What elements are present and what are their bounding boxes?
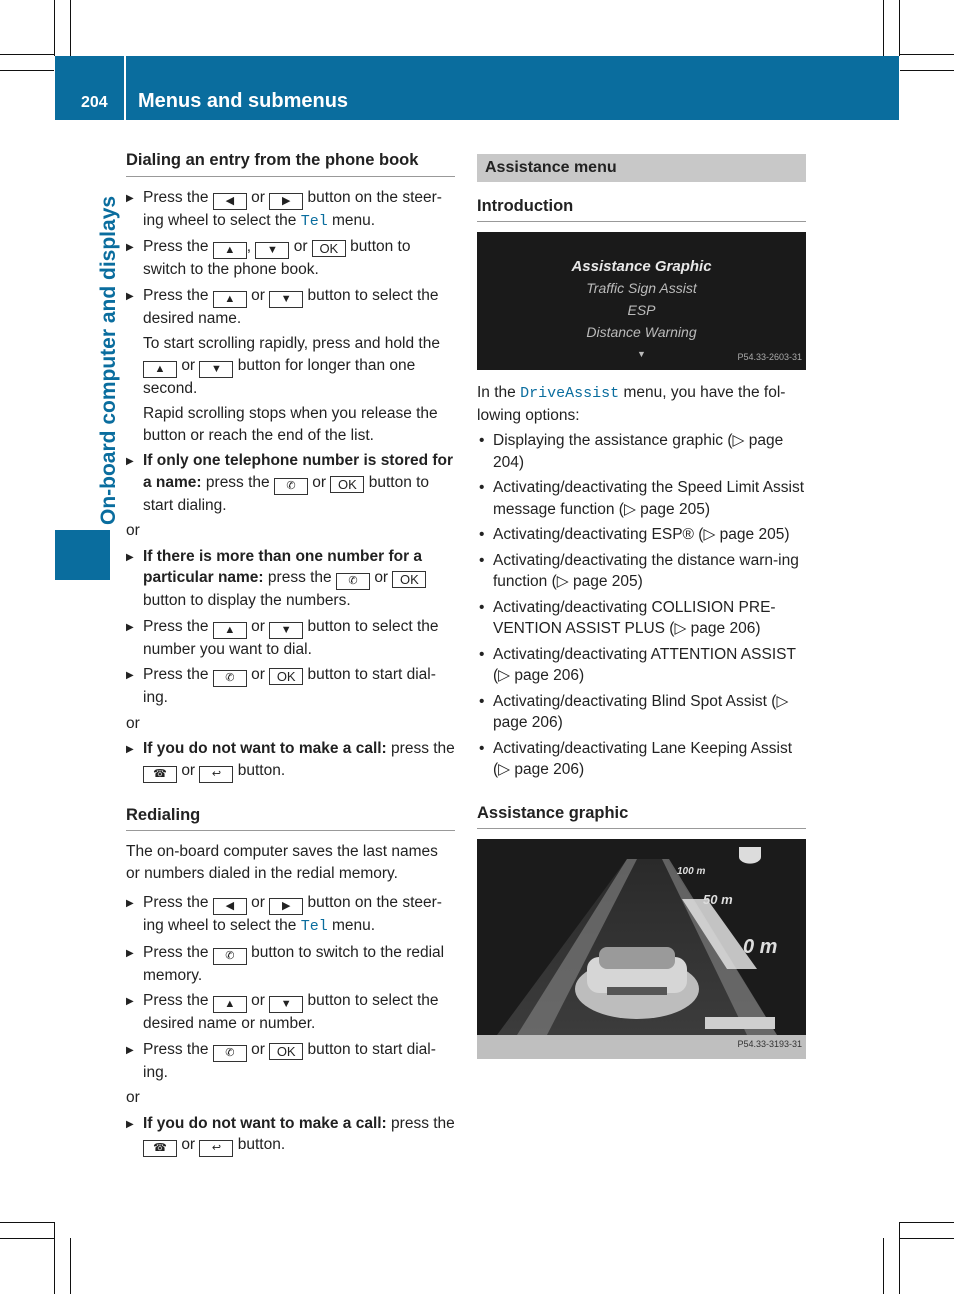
chapter-title: On-board computer and displays	[97, 195, 120, 525]
image-reference: P54.33-3193-31	[737, 1038, 802, 1049]
list-item: • Activating/deactivating ATTENTION ASSIST (▷ page 206)	[477, 644, 806, 687]
crop-mark	[0, 70, 54, 71]
header-divider	[124, 56, 126, 120]
crop-mark	[70, 0, 71, 56]
assistance-menu-screen-image	[477, 232, 806, 370]
left-arrow-key-icon: ◀	[213, 898, 247, 915]
crop-mark	[54, 0, 55, 56]
crop-mark	[899, 0, 900, 56]
phone-key-icon: ✆	[213, 1045, 247, 1062]
right-arrow-key-icon: ▶	[269, 898, 303, 915]
distance-label: 0 m	[743, 936, 778, 958]
list-item: • Activating/deactivating Lane Keeping Assist (▷ page 206)	[477, 738, 806, 781]
step: ▶ Press the ▲ , ▼ or OK button to switch to the phone book.	[126, 236, 455, 281]
ok-key-icon: OK	[269, 668, 303, 685]
image-reference: P54.33-2603-31	[737, 351, 802, 362]
step: ▶ Press the ▲ or ▼ button to select the desired name or number.	[126, 990, 455, 1035]
tel-menu-term: Tel	[300, 918, 328, 935]
back-key-icon: ↩	[199, 1140, 233, 1157]
step: ▶ Press the ✆ or OK button to start dial-ing.	[126, 664, 455, 709]
down-arrow-key-icon: ▼	[269, 996, 303, 1013]
or-separator: or	[126, 1089, 140, 1106]
list-item: • Activating/deactivating the distance warn-ing function (▷ page 205)	[477, 550, 806, 593]
up-arrow-key-icon: ▲	[143, 361, 177, 378]
down-arrow-key-icon: ▼	[199, 361, 233, 378]
tel-menu-term: Tel	[300, 212, 328, 230]
crop-mark	[70, 1238, 71, 1294]
hangup-key-icon: ☎	[143, 766, 177, 783]
step: ▶ Press the ◀ or ▶ button on the steer-ing wheel to select the Tel menu.	[126, 187, 455, 233]
crop-mark	[900, 1238, 954, 1239]
down-arrow-key-icon: ▼	[269, 622, 303, 639]
page-number: 204	[81, 94, 108, 111]
back-key-icon: ↩	[199, 766, 233, 783]
crop-mark	[0, 1238, 54, 1239]
step: ▶ Press the ✆ or OK button to start dial-ing.	[126, 1039, 455, 1084]
screen-menu-item: Traffic Sign Assist	[586, 280, 697, 296]
up-arrow-key-icon: ▲	[213, 996, 247, 1013]
phone-key-icon: ✆	[213, 670, 247, 687]
crop-mark	[900, 54, 954, 55]
step: ▶ Press the ◀ or ▶ button on the steer-ing wheel to select the Tel menu.	[126, 892, 455, 938]
step: ▶ If there is more than one number for a particular name: press the ✆ or OK button to display the numbers.	[126, 546, 455, 612]
crop-mark	[0, 1222, 54, 1223]
or-separator: or	[126, 714, 140, 732]
screen-menu-item: Distance Warning	[586, 324, 697, 340]
assistance-graphic-image	[477, 839, 806, 1059]
list-item: • Displaying the assistance graphic (▷ page 204)	[477, 430, 806, 473]
distance-label: 50 m	[703, 892, 733, 907]
list-item: • Activating/deactivating COLLISION PRE-VENTION ASSIST PLUS (▷ page 206)	[477, 597, 806, 640]
page-title: Menus and submenus	[138, 90, 349, 112]
step: ▶ Press the ▲ or ▼ button to select the desired name.	[126, 285, 455, 330]
drive-assist-intro: In the DriveAssist menu, you have the fol-lowing options:	[477, 384, 786, 424]
down-arrow-key-icon: ▼	[269, 291, 303, 308]
crop-mark	[900, 1222, 954, 1223]
step: ▶ If only one telephone number is stored for a name: press the ✆ or OK button to start dialing.	[126, 450, 455, 516]
section-title-introduction: Introduction	[477, 196, 806, 223]
step: ▶ If you do not want to make a call: press the ☎ or ↩ button.	[126, 738, 455, 783]
or-separator: or	[126, 522, 140, 539]
chapter-tab-marker	[55, 530, 110, 580]
down-arrow-key-icon: ▼	[255, 242, 289, 259]
screen-menu-item: ESP	[627, 302, 656, 318]
crop-mark	[883, 0, 884, 56]
scroll-down-icon: ▼	[637, 349, 646, 359]
left-column	[126, 150, 455, 1161]
crop-mark	[883, 1238, 884, 1294]
right-column	[477, 150, 806, 1059]
ok-key-icon: OK	[312, 240, 346, 257]
step: ▶ If you do not want to make a call: press the ☎ or ↩ button.	[126, 1113, 455, 1158]
list-item: • Activating/deactivating ESP® (▷ page 205)	[477, 524, 806, 546]
redial-intro: The on-board computer saves the last names or numbers dialed in the redial memory.	[126, 843, 438, 882]
crop-mark	[900, 70, 954, 71]
phone-key-icon: ✆	[274, 478, 308, 495]
ok-key-icon: OK	[330, 476, 364, 493]
up-arrow-key-icon: ▲	[213, 291, 247, 308]
drive-assist-term: DriveAssist	[520, 385, 620, 402]
left-arrow-key-icon: ◀	[213, 193, 247, 210]
phone-key-icon: ✆	[213, 948, 247, 965]
list-item: • Activating/deactivating the Speed Limit Assist message function (▷ page 205)	[477, 477, 806, 520]
ok-key-icon: OK	[269, 1043, 303, 1060]
up-arrow-key-icon: ▲	[213, 622, 247, 639]
step: ▶ Press the ✆ button to switch to the redial memory.	[126, 942, 455, 987]
page-header	[55, 56, 899, 120]
crop-mark	[54, 1222, 55, 1294]
section-title-redialing: Redialing	[126, 805, 455, 832]
distance-label: 100 m	[677, 866, 706, 877]
step: ▶ Press the ▲ or ▼ button to select the number you want to dial.	[126, 616, 455, 661]
section-title-phone-book: Dialing an entry from the phone book	[126, 150, 455, 177]
crop-mark	[899, 1222, 900, 1294]
up-arrow-key-icon: ▲	[213, 242, 247, 259]
phone-key-icon: ✆	[336, 573, 370, 590]
step-note: Rapid scrolling stops when you release the button or reach the end of the list.	[143, 405, 438, 444]
section-bar-assistance-menu: Assistance menu	[477, 154, 806, 182]
ok-key-icon: OK	[392, 571, 426, 588]
right-arrow-key-icon: ▶	[269, 193, 303, 210]
step-note: To start scrolling rapidly, press and hold the ▲ or ▼ button for longer than one second.	[143, 335, 440, 397]
list-item: • Activating/deactivating Blind Spot Assist (▷ page 206)	[477, 691, 806, 734]
section-title-assistance-graphic: Assistance graphic	[477, 803, 806, 830]
screen-menu-item: Assistance Graphic	[571, 258, 712, 275]
hangup-key-icon: ☎	[143, 1140, 177, 1157]
crop-mark	[0, 54, 54, 55]
